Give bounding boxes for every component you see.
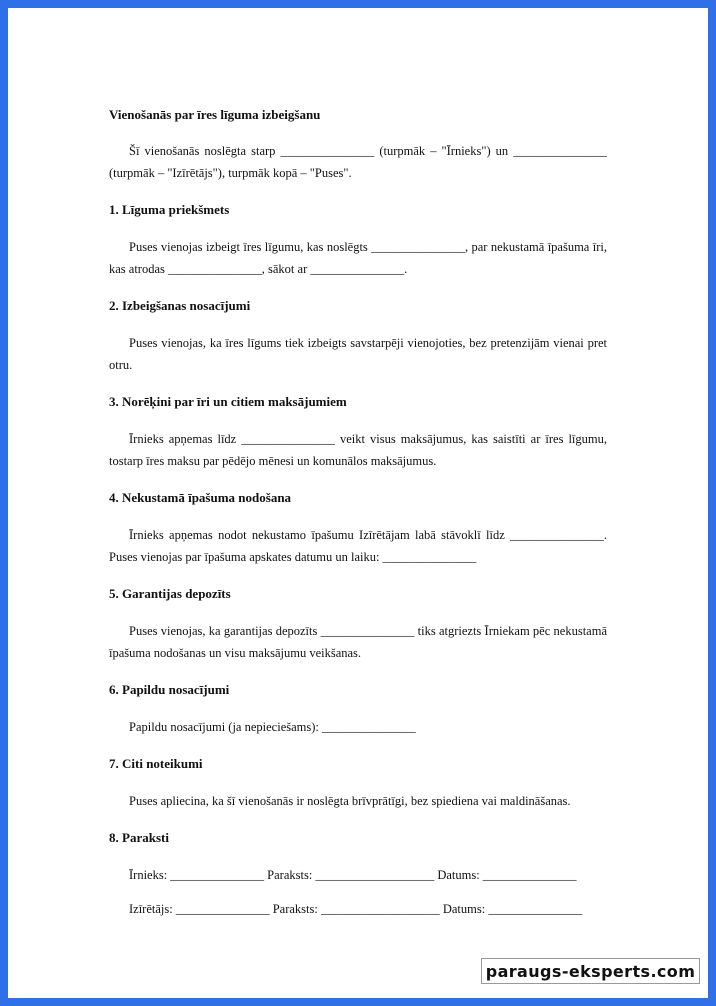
watermark-badge: paraugs-eksperts.com	[481, 958, 700, 984]
section-text: Īrnieks apņemas nodot nekustamo īpašumu Izīrētājam labā stāvoklī līdz _______________. Puses vienojas par īpašuma apskates datumu un laiku: _______________	[109, 528, 607, 564]
section-heading: 1. Līguma priekšmets	[109, 202, 230, 217]
signatures-heading: 8. Paraksti	[109, 830, 169, 845]
section-heading: 4. Nekustamā īpašuma nodošana	[109, 490, 292, 505]
landlord-signature-line: Izīrētājs: _______________ Paraksts: ___________________ Datums: _______________	[129, 902, 583, 916]
document-body	[109, 104, 607, 932]
section-text: Puses vienojas izbeigt īres līgumu, kas noslēgts _______________, par nekustamā īpašuma īri, kas atrodas _______________, sākot ar _______________.	[109, 240, 607, 276]
section-heading: 5. Garantijas depozīts	[109, 586, 231, 601]
section-heading: 7. Citi noteikumi	[109, 756, 203, 771]
section-heading: 6. Papildu nosacījumi	[109, 682, 230, 697]
section-text: Puses vienojas, ka garantijas depozīts _______________ tiks atgriezts Īrniekam pēc nekustamā īpašuma nodošanas un visu maksājumu veikšanas.	[109, 624, 607, 660]
section-text: Papildu nosacījumi (ja nepieciešams): _______________	[129, 720, 416, 734]
document-page	[8, 8, 708, 998]
intro-paragraph: Šī vienošanās noslēgta starp _______________ (turpmāk – "Īrnieks") un _______________ (turpmāk – "Izīrētājs"), turpmāk kopā – "Puses".	[109, 144, 607, 180]
section-heading: 2. Izbeigšanas nosacījumi	[109, 298, 251, 313]
section-heading: 3. Norēķini par īri un citiem maksājumiem	[109, 394, 347, 409]
document-title: Vienošanās par īres līguma izbeigšanu	[109, 107, 321, 122]
section-text: Puses vienojas, ka īres līgums tiek izbeigts savstarpēji vienojoties, bez pretenzijām vienai pret otru.	[109, 336, 607, 372]
tenant-signature-line: Īrnieks: _______________ Paraksts: ___________________ Datums: _______________	[129, 868, 577, 882]
section-text: Puses apliecina, ka šī vienošanās ir noslēgta brīvprātīgi, bez spiediena vai maldināšanas.	[129, 794, 571, 808]
section-text: Īrnieks apņemas līdz _______________ veikt visus maksājumus, kas saistīti ar īres līgumu, tostarp īres maksu par pēdējo mēnesi un komunālos maksājumus.	[109, 432, 607, 468]
